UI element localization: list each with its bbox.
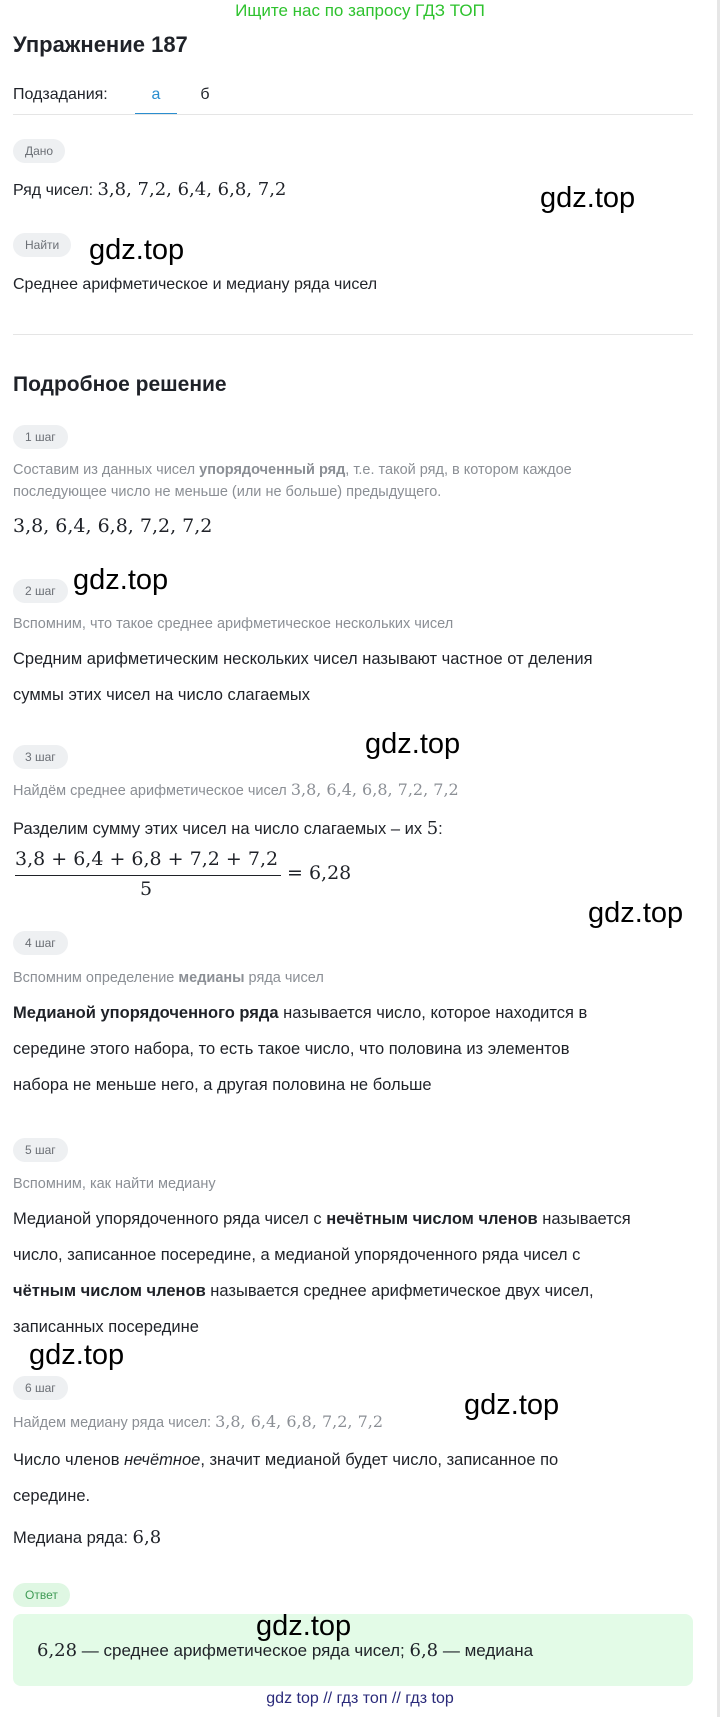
step-2-hint: Вспомним, что такое среднее арифметическое нескольких чисел (13, 616, 454, 632)
step-6-line2: середине. (13, 1487, 91, 1505)
step-3-hint-text: Найдём среднее арифметическое чисел (13, 783, 291, 799)
page-title: Упражнение 187 (13, 32, 188, 57)
answer-median-value: 6,8 (409, 1640, 439, 1661)
step-6-hint-text: Найдем медиану ряда чисел: (13, 1415, 216, 1431)
watermark: gdz.top (464, 1389, 560, 1421)
step-5-hint: Вспомним, как найти медиану (13, 1176, 216, 1192)
median-line (13, 1527, 161, 1549)
answer-mean-value: 6,28 (37, 1640, 78, 1661)
promo-banner[interactable]: Ищите нас по запросу ГДЗ ТОП (235, 1, 485, 20)
median-label: Медиана ряда: (13, 1529, 133, 1547)
formula-denominator: 5 (140, 878, 153, 900)
step-6-line1 (13, 1442, 558, 1478)
step-3-line-text: Разделим сумму этих чисел на число слагаемых – их (13, 820, 427, 838)
watermark: gdz.top (588, 897, 684, 929)
step-5-line3 (13, 1273, 594, 1309)
step-1-hint-text: Составим из данных чисел (13, 462, 200, 478)
find-badge: Найти (13, 233, 71, 257)
watermark: gdz.top (73, 564, 169, 596)
step-4-hint-bold: медианы (178, 970, 245, 986)
answer-median-text: — медиана (438, 1641, 534, 1660)
step-3-badge: 3 шаг (13, 745, 68, 769)
step-4-bold-term: Медианой упорядоченного ряда (13, 1004, 279, 1022)
formula-numerator: 3,8 + 6,4 + 6,8 + 7,2 + 7,2 (15, 848, 279, 870)
step-1-hint-bold: упорядоченный ряд (199, 462, 346, 478)
fraction-bar (15, 875, 281, 876)
step-5-line4: записанных посередине (13, 1318, 199, 1336)
step-1-hint-line2: последующее число не меньше (или не больше) предыдущего. (13, 484, 442, 500)
step-4-hint (13, 967, 324, 989)
step-6-hint-series: 3,8, 6,4, 6,8, 7,2, 7,2 (215, 1412, 384, 1431)
formula-result: = 6,28 (287, 862, 352, 884)
step-6-hint (13, 1411, 383, 1434)
step-4-hint-text-end: ряда чисел (244, 970, 324, 986)
step-5-line3-text: называется среднее арифметическое двух чисел, (205, 1282, 594, 1300)
footer-links[interactable]: gdz top // гдз топ // гдз top (266, 1690, 454, 1707)
step-5-badge: 5 шаг (13, 1138, 68, 1162)
step-6-line1-end: , значит медианой будет число, записанное по (200, 1451, 559, 1469)
step-1-ordered-series: 3,8, 6,4, 6,8, 7,2, 7,2 (13, 515, 213, 537)
step-5-line1-end: называется (537, 1210, 631, 1228)
watermark: gdz.top (29, 1339, 125, 1371)
watermark: gdz.top (256, 1610, 352, 1642)
step-5-line1-bold: нечётным числом членов (326, 1210, 538, 1228)
step-3-line (13, 818, 443, 840)
step-5-line3-bold: чётным числом членов (13, 1282, 206, 1300)
find-text: Среднее арифметическое и медиану ряда чисел (13, 276, 378, 293)
step-2-line1: Средним арифметическим нескольких чисел называют частное от деления (13, 650, 593, 668)
given-line (13, 179, 286, 202)
step-5-line2: число, записанное посередине, а медианой упорядоченного ряда чисел с (13, 1246, 581, 1264)
step-3-count: 5 (426, 818, 439, 839)
tab-subtask-a[interactable]: а (151, 86, 161, 103)
given-series: 3,8, 7,2, 6,4, 6,8, 7,2 (97, 179, 287, 200)
step-4-line1 (13, 995, 587, 1031)
step-4-badge: 4 шаг (13, 931, 68, 955)
answer-mean-text: — среднее арифметическое ряда чисел; (77, 1641, 410, 1660)
given-label: Ряд чисел: (13, 182, 94, 199)
step-4-hint-text: Вспомним определение (13, 970, 179, 986)
step-2-line2: суммы этих чисел на число слагаемых (13, 686, 311, 704)
step-2-badge: 2 шаг (13, 579, 68, 603)
step-6-line1-italic: нечётное (124, 1451, 201, 1469)
solution-title: Подробное решение (13, 373, 227, 396)
step-6-badge: 6 шаг (13, 1376, 68, 1400)
step-3-hint-series: 3,8, 6,4, 6,8, 7,2, 7,2 (290, 780, 459, 799)
step-4-line2: середине этого набора, то есть такое число, что половина из элементов (13, 1040, 570, 1058)
step-5-line1 (13, 1201, 631, 1237)
step-3-hint (13, 779, 459, 802)
watermark: gdz.top (540, 182, 636, 214)
step-4-line1-text: называется число, которое находится в (278, 1004, 588, 1022)
step-1-badge: 1 шаг (13, 425, 68, 449)
median-value: 6,8 (132, 1527, 162, 1548)
step-3-colon: : (438, 820, 443, 838)
given-badge: Дано (13, 139, 65, 163)
answer-box (13, 1614, 693, 1686)
step-6-line1-text: Число членов (13, 1451, 125, 1469)
tabs-divider (13, 114, 693, 115)
section-divider (13, 334, 693, 335)
tab-subtask-b[interactable]: б (200, 86, 210, 103)
watermark: gdz.top (89, 234, 185, 266)
subtasks-label: Подзадания: (13, 86, 108, 103)
step-1-hint-line1 (13, 459, 572, 481)
step-4-line3: набора не меньше него, а другая половина не больше (13, 1076, 432, 1094)
watermark: gdz.top (365, 728, 461, 760)
step-1-hint-text-end: , т.е. такой ряд, в котором каждое (345, 462, 572, 478)
answer-badge: Ответ (13, 1583, 70, 1607)
step-5-line1-text: Медианой упорядоченного ряда чисел с (13, 1210, 327, 1228)
